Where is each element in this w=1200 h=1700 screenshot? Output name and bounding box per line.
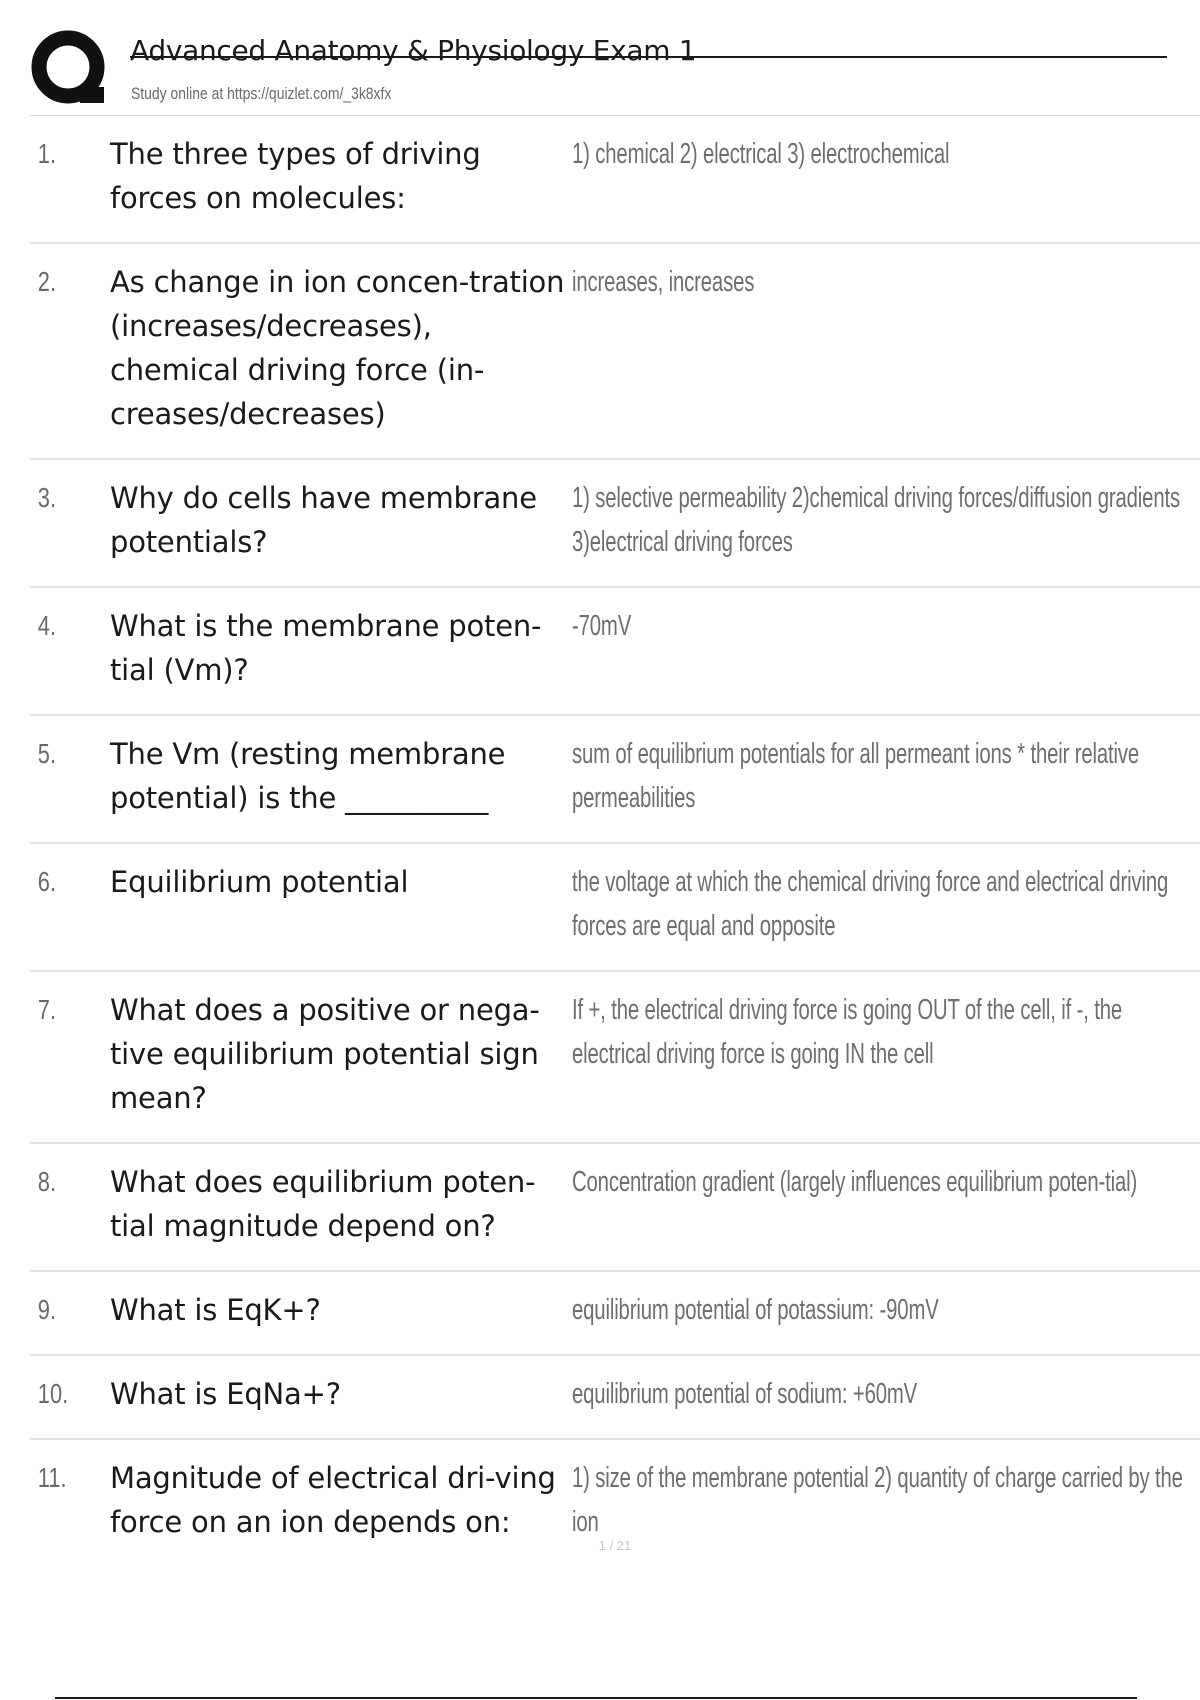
card-definition (565, 260, 1200, 436)
footer-rule (55, 1697, 1137, 1699)
flashcard-list (30, 116, 1200, 1566)
card-definition-text: 1) size of the membrane potential 2) quantity of charge carried by the ion (572, 1462, 1183, 1538)
card-term: The three types of driving forces on molecules: (110, 137, 481, 215)
card-term: What does equilibrium poten-tial magnitude depend on? (110, 1165, 536, 1243)
flashcard-row (30, 972, 1200, 1144)
card-term: Why do cells have membrane potentials? (110, 481, 537, 559)
card-term: What is EqK+? (110, 1293, 321, 1327)
card-term: Magnitude of electrical dri-ving force on an ion depends on: (110, 1461, 556, 1539)
flashcard-row (30, 1144, 1200, 1272)
card-term: As change in ion concen-tration (increases/decreases), chemical driving force (in-creases/decreases) (110, 265, 565, 431)
card-number: 7. (37, 994, 57, 1025)
flashcard-row (30, 1356, 1200, 1440)
card-definition-text: increases, increases (572, 266, 755, 298)
flashcard-row (30, 244, 1200, 460)
card-number: 5. (37, 738, 57, 769)
card-number: 2. (37, 266, 57, 297)
card-term: What is the membrane poten-tial (Vm)? (110, 609, 542, 687)
flashcard-row (30, 844, 1200, 972)
card-definition (565, 1160, 1200, 1248)
quizlet-logo-icon (30, 30, 112, 112)
flashcard-row (30, 460, 1200, 588)
page-header (30, 30, 1200, 120)
page-number: 1 / 21 (598, 1538, 632, 1553)
card-number: 1. (37, 138, 57, 169)
card-definition (565, 860, 1200, 948)
flashcard-row (30, 116, 1200, 244)
page-title: Advanced Anatomy & Physiology Exam 1 (130, 34, 697, 67)
card-number: 8. (37, 1166, 57, 1197)
card-definition (565, 1288, 1200, 1332)
card-definition-text: -70mV (572, 610, 632, 642)
card-number: 9. (37, 1294, 57, 1325)
card-definition (565, 604, 1200, 692)
card-number: 10. (37, 1378, 69, 1409)
card-definition (565, 1372, 1200, 1416)
card-number: 4. (37, 610, 57, 641)
card-number: 3. (37, 482, 57, 513)
flashcard-row (30, 1272, 1200, 1356)
card-definition (565, 132, 1200, 220)
card-term: The Vm (resting membrane potential) is the __________ (110, 737, 506, 815)
card-definition-text: 1) selective permeability 2)chemical driving forces/diffusion gradients 3)electrical driving forces (572, 482, 1180, 558)
study-online-link: Study online at https://quizlet.com/_3k8xfx (131, 84, 392, 103)
flashcard-row (30, 716, 1200, 844)
card-definition-text: sum of equilibrium potentials for all permeant ions * their relative permeabilities (572, 738, 1140, 814)
card-term: What does a positive or nega-tive equilibrium potential sign mean? (110, 993, 540, 1115)
card-definition (565, 732, 1200, 820)
card-definition-text: equilibrium potential of potassium: -90mV (572, 1294, 939, 1326)
card-definition-text: equilibrium potential of sodium: +60mV (572, 1378, 918, 1410)
card-number: 11. (37, 1462, 67, 1493)
card-definition (565, 476, 1200, 564)
card-definition (565, 988, 1200, 1120)
card-term: What is EqNa+? (110, 1377, 341, 1411)
card-definition-text: If +, the electrical driving force is going OUT of the cell, if -, the electrical driving force is going IN the cell (572, 994, 1123, 1070)
card-definition-text: 1) chemical 2) electrical 3) electrochemical (572, 138, 950, 170)
flashcard-row (30, 588, 1200, 716)
card-term: Equilibrium potential (110, 865, 409, 899)
card-definition (565, 1456, 1200, 1544)
card-number: 6. (37, 866, 57, 897)
card-definition-text: Concentration gradient (largely influences equilibrium poten-tial) (572, 1166, 1138, 1198)
card-definition-text: the voltage at which the chemical driving force and electrical driving forces are equal and opposite (572, 866, 1169, 942)
